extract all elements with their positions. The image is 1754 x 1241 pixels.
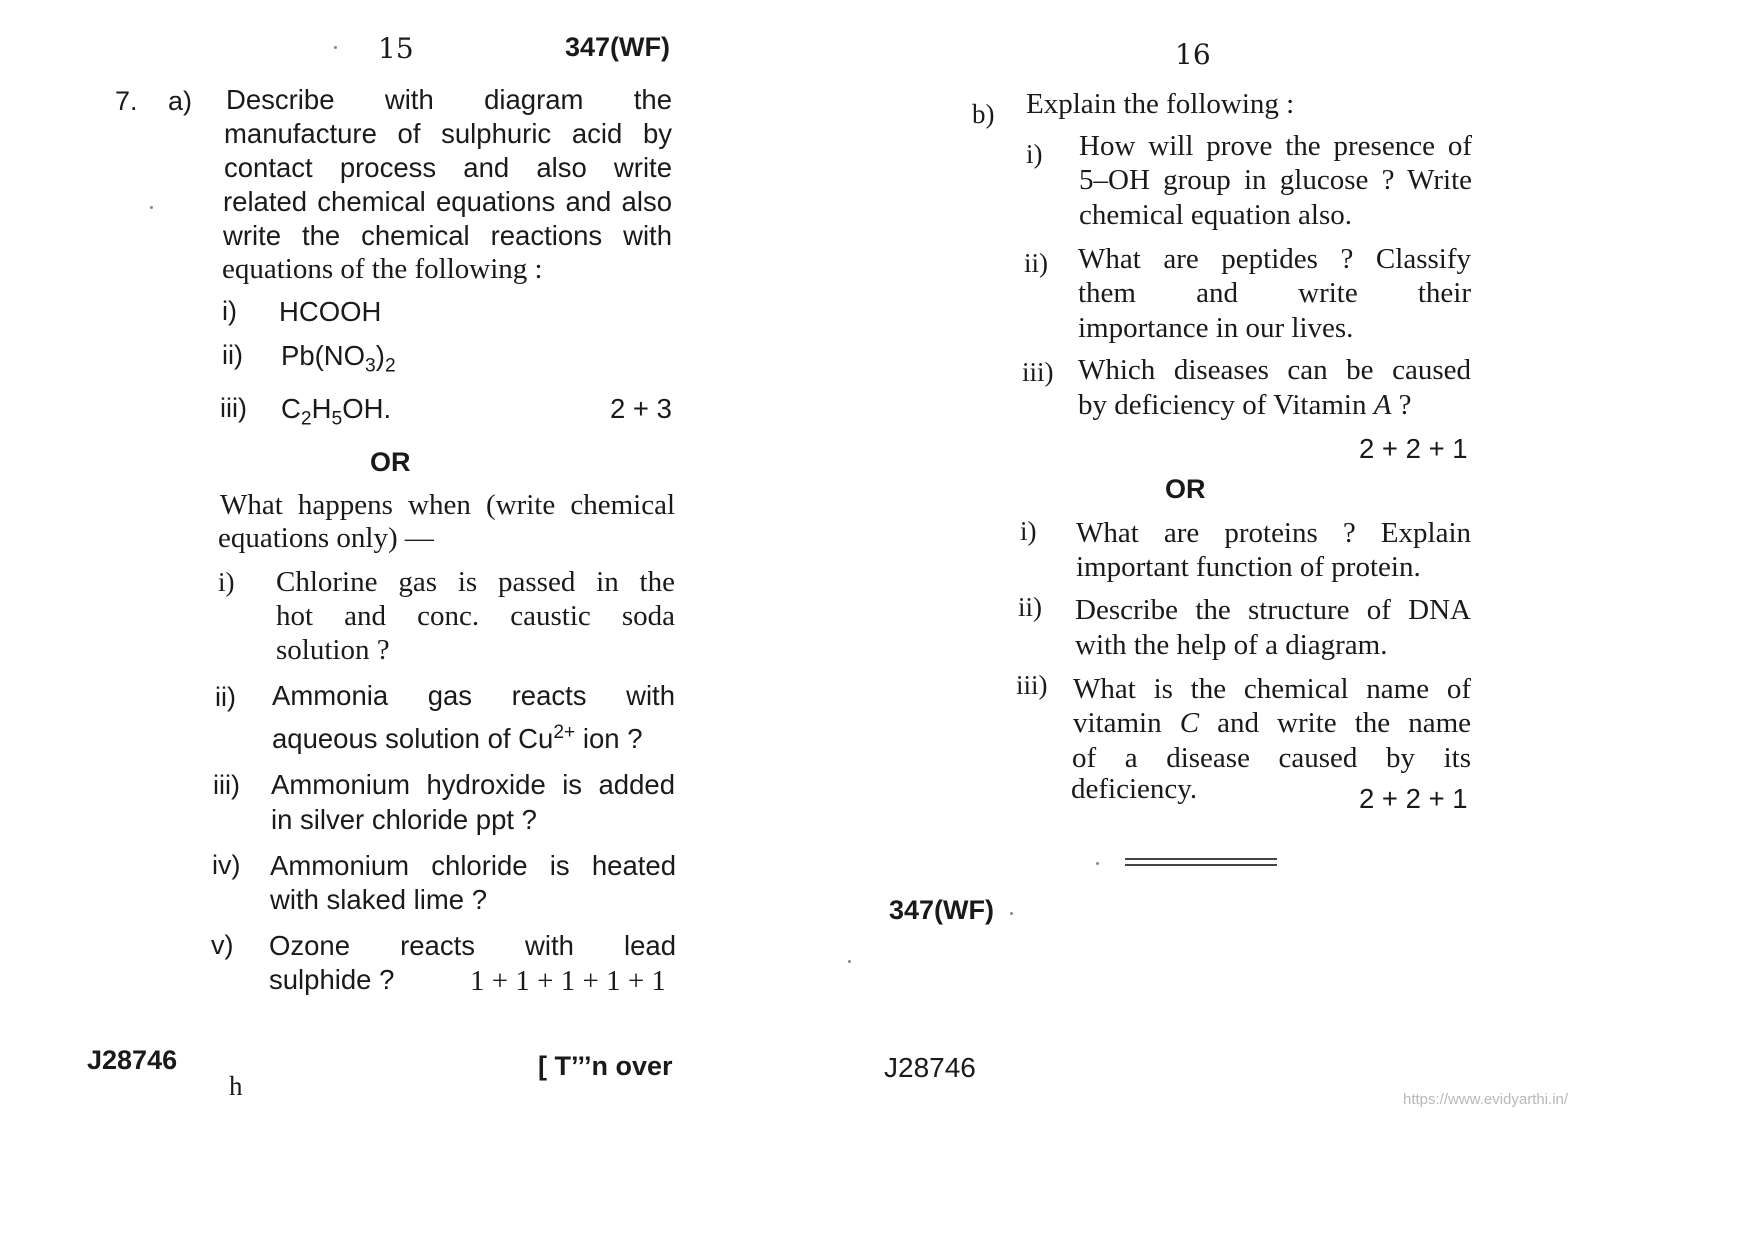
alt-item-num: ii) (215, 682, 236, 712)
paper-code-footer: 347(WF) (889, 895, 995, 925)
alt-item-line: Ozone reacts with lead (269, 930, 676, 961)
part-b-item-line: Which diseases can be caused (1078, 354, 1471, 386)
part-b-item-line: chemical equation also. (1079, 199, 1352, 231)
part-b-item-line: them and write their (1078, 277, 1471, 309)
page-number-right: 16 (1175, 38, 1211, 71)
alt-b-item-line: deficiency. (1071, 773, 1198, 805)
alt-item-num: iv) (212, 850, 241, 880)
part-b-marks: 2 + 2 + 1 (1359, 433, 1468, 464)
alt-intro-line: What happens when (write chemical (220, 489, 675, 521)
alt-intro-line: equations only) — (218, 522, 434, 554)
footer-code-right: J28746 (884, 1052, 976, 1083)
alt-item-line: Ammonium chloride is heated (270, 850, 676, 881)
scan-speckle (1010, 912, 1013, 915)
turn-over: [ T’’’n over (538, 1051, 673, 1081)
part-b-item-num: iii) (1022, 357, 1054, 387)
alt-b-item-num: i) (1020, 516, 1037, 546)
scan-speckle (848, 960, 851, 963)
part-b-item-num: i) (1026, 139, 1043, 169)
part-b-item-line: 5–OH group in glucose ? Write (1079, 164, 1472, 196)
alt-item-num: i) (218, 567, 235, 597)
watermark: https://www.evidyarthi.in/ (1403, 1091, 1569, 1108)
part-b-item-num: ii) (1024, 248, 1048, 278)
alt-b-item-line: Describe the structure of DNA (1075, 594, 1471, 626)
part-a-line: Describe with diagram the (226, 84, 672, 115)
alt-b-marks: 2 + 2 + 1 (1359, 783, 1468, 814)
scan-speckle (1096, 862, 1099, 865)
part-a-line: equations of the following : (222, 253, 543, 285)
alt-b-item-line: vitamin C and write the name (1073, 707, 1472, 739)
alt-item-line: Ammonium hydroxide is added (271, 769, 675, 800)
alt-b-item-num: iii) (1016, 670, 1048, 700)
footer-mark: h (229, 1071, 243, 1101)
scan-speckle (334, 46, 337, 49)
alt-item-line: in silver chloride ppt ? (271, 804, 537, 835)
footer-code-left: J28746 (87, 1045, 178, 1075)
part-a-line: related chemical equations and also (223, 186, 672, 217)
part-b-title: Explain the following : (1026, 88, 1295, 120)
alt-item-line: hot and conc. caustic soda (276, 600, 675, 632)
part-b-item-line: What are peptides ? Classify (1078, 243, 1471, 275)
end-rule (1125, 864, 1277, 866)
alt-marks: 1 + 1 + 1 + 1 + 1 (470, 965, 666, 997)
alt-b-item-line: What are proteins ? Explain (1076, 517, 1471, 549)
alt-item-line: Chlorine gas is passed in the (276, 566, 675, 598)
part-b-label: b) (972, 99, 995, 129)
compound-num: i) (222, 296, 237, 326)
compound-num: iii) (220, 393, 247, 423)
compound-formula: HCOOH (279, 296, 382, 327)
part-b-item-line: How will prove the presence of (1079, 130, 1472, 162)
part-a-line: contact process and also write (224, 152, 672, 183)
alt-b-item-line: of a disease caused by its (1072, 742, 1471, 774)
alt-item-line: aqueous solution of $Cu^{2+}$ ion ? (272, 722, 643, 755)
part-a-marks: 2 + 3 (610, 393, 672, 424)
compound-formula: $Pb(NO_3)_2$ (281, 340, 396, 377)
part-a-label: a) (168, 86, 193, 116)
compound-num: ii) (222, 340, 243, 370)
alt-b-item-line: important function of protein. (1076, 551, 1421, 583)
end-rule (1125, 858, 1277, 860)
compound-formula: $C_2H_5OH$. (281, 393, 392, 430)
question-number: 7. (115, 86, 138, 116)
alt-item-num: iii) (213, 770, 240, 800)
part-b-item-line: importance in our lives. (1078, 312, 1354, 344)
paper-code-header: 347(WF) (565, 32, 671, 62)
alt-item-num: v) (211, 930, 234, 960)
alt-item-line: Ammonia gas reacts with (272, 680, 675, 711)
alt-b-item-num: ii) (1018, 592, 1042, 622)
part-b-item-line: by deficiency of Vitamin A ? (1078, 389, 1412, 421)
alt-b-item-line: with the help of a diagram. (1075, 629, 1388, 661)
part-a-line: manufacture of sulphuric acid by (224, 118, 672, 149)
alt-item-line: with slaked lime ? (270, 884, 488, 915)
or-divider-left: OR (370, 447, 411, 477)
alt-item-line: sulphide ? (269, 964, 395, 995)
part-a-line: write the chemical reactions with (223, 220, 672, 251)
alt-b-item-line: What is the chemical name of (1073, 673, 1471, 705)
scan-speckle (150, 206, 153, 209)
or-divider-right: OR (1165, 474, 1206, 504)
alt-item-line: solution ? (276, 634, 390, 666)
page-number-left: 15 (378, 32, 414, 65)
